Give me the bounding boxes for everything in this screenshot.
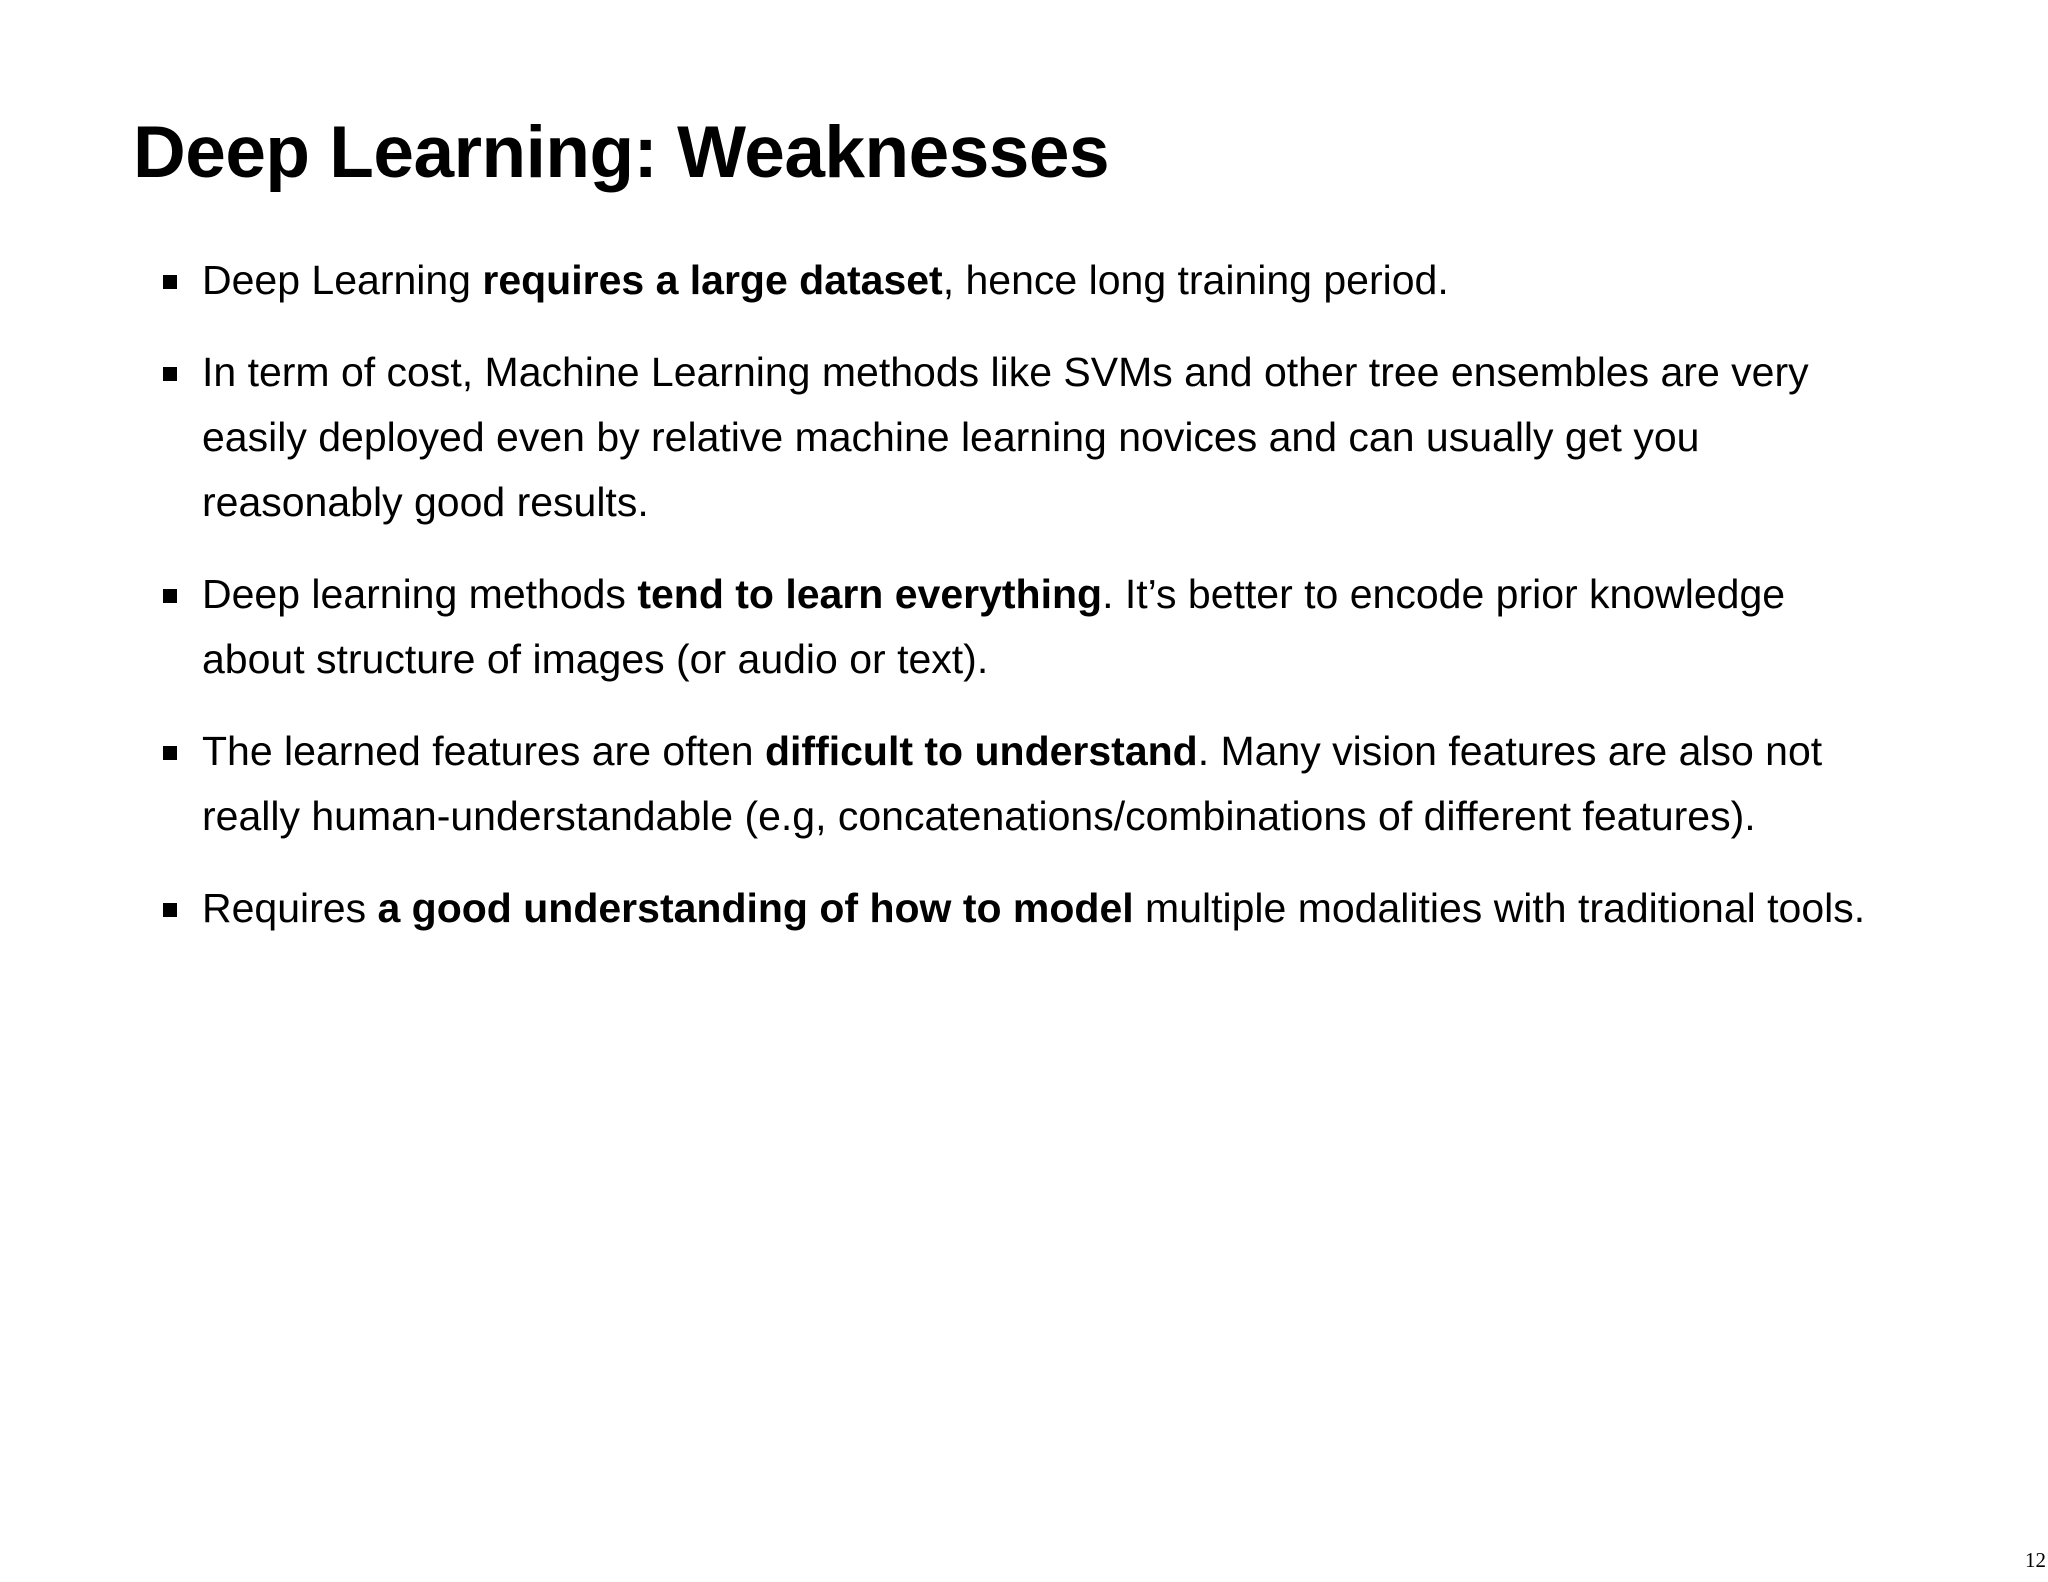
- bullet-item: [160, 562, 1880, 692]
- bullet-text: The learned features are often difficult to understand. Many vision features are also not really human-understandable (e.g, concatenations/combinations of different features).: [202, 728, 1823, 839]
- bullet-item: [160, 719, 1880, 849]
- bullet-item: [160, 340, 1880, 535]
- bullet-text: In term of cost, Machine Learning methods like SVMs and other tree ensembles are very easily deployed even by relative machine learning novices and can usually get you reasonably good results.: [202, 349, 1809, 525]
- square-bullet-icon: [163, 589, 177, 603]
- square-bullet-icon: [163, 903, 177, 917]
- slide-title: Deep Learning: Weaknesses: [133, 112, 1110, 193]
- bullet-item: [160, 876, 1880, 941]
- bullet-text: Deep learning methods tend to learn everything. It’s better to encode prior knowledge about structure of images (or audio or text).: [202, 571, 1786, 682]
- square-bullet-icon: [163, 275, 177, 289]
- bullet-text: Requires a good understanding of how to model multiple modalities with traditional tools.: [202, 885, 1866, 931]
- bullet-list: [160, 248, 1880, 968]
- square-bullet-icon: [163, 367, 177, 381]
- bullet-text: Deep Learning requires a large dataset, hence long training period.: [202, 257, 1449, 303]
- bullet-item: [160, 248, 1880, 313]
- square-bullet-icon: [163, 746, 177, 760]
- page-number: 12: [2025, 1548, 2046, 1572]
